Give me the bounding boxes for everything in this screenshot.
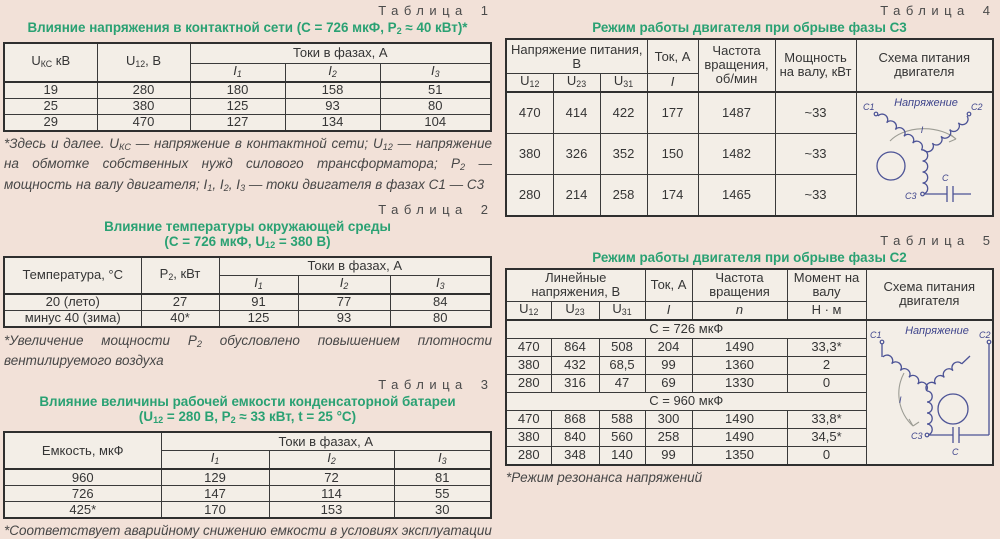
table4-phase-c3-break [505,38,994,217]
table-cell: 280 [97,82,190,99]
table-cell: 20 (лето) [4,294,141,311]
table-header-cell: $I_3$ [380,63,491,81]
diagram-capacitor-label: С [941,172,949,183]
table-header-cell: $U_{23}$ [553,74,600,92]
table-cell: 840 [551,428,599,446]
current-arrowhead [909,419,919,426]
table-header-cell: $U_{КС}$ кВ [4,43,97,82]
table-cell: 114 [269,486,394,502]
table-cell: 127 [190,114,285,131]
table3-capacitance-influence [3,431,492,519]
table-row [4,432,491,451]
table-cell: 47 [599,374,645,392]
table-cell: 134 [285,114,380,131]
table-cell: 470 [506,338,551,356]
table-cell: 352 [600,133,647,174]
diagram-current-label: I [898,394,902,405]
table-cell: 280 [506,446,551,465]
table-cell: 125 [190,98,285,114]
table5-caption-number: 5 [982,232,990,248]
table-header-cell: $I_1$ [219,275,298,293]
table2-caption-word: Таблица [378,202,468,218]
table-cell: 864 [551,338,599,356]
table-cell: 1490 [692,428,787,446]
table4-title: Режим работы двигателя при обрыве фазы С3 [592,20,907,35]
table-cell: 588 [599,410,645,428]
terminal-dot [880,340,884,344]
table-cell: 470 [506,410,551,428]
table-cell: 214 [553,174,600,216]
winding-coil [878,112,925,150]
table-cell: 1490 [692,410,787,428]
table3-title: Влияние величины рабочей емкости конденсаторной батареи [39,394,456,410]
table-cell: 508 [599,338,645,356]
table-cell: 380 [506,428,551,446]
terminal-dot [874,112,878,116]
table-header-cell: Ток, А [647,39,698,74]
table-header-cell: Мощность на валу, кВт [775,39,856,92]
table4-caption-word: Таблица [880,3,970,18]
table-cell: 726 [4,486,161,502]
table-row [4,257,491,276]
table-row [4,43,491,64]
table-header-cell: Токи в фазах, А [161,432,491,451]
table-cell: 280 [506,174,553,216]
table-cell: 0 [787,374,866,392]
table2-caption-number: 2 [480,202,488,218]
table-cell: 81 [394,469,491,486]
table-cell: 960 [4,469,161,486]
table-cell: 177 [647,92,698,134]
table1-title: Влияние напряжения в контактной сети (С = 726 мкФ, $Р_2 \approx 40$ кВт)* [27,20,468,36]
table-cell: ~33 [775,133,856,174]
table-cell: 380 [506,356,551,374]
table2-subtitle: (С = 726 мкФ, $U_{12} = 380$ В) [164,234,331,250]
table-header-cell: Напряжение питания, В [506,39,647,74]
table-cell: 380 [506,133,553,174]
table-cell: 158 [285,82,380,99]
winding-coil [923,116,970,154]
table-cell: 170 [161,502,269,519]
table-cell: 1360 [692,356,787,374]
table-cell: 316 [551,374,599,392]
table-header-cell: Частота вращения, об/мин [698,39,775,92]
motor-wiring-diagram-c2 [867,323,1000,459]
open-phase-lead [961,356,969,364]
diagram-terminal-c3-label: С3 [910,430,923,441]
table-row [4,310,491,327]
table-header-cell: Схема питания двигателя [866,269,993,320]
table-cell: 1487 [698,92,775,134]
table-row [4,294,491,311]
table-cell: 0 [787,446,866,465]
table-cell: 422 [600,92,647,134]
diagram-voltage-label: Напряжение [904,324,969,337]
table-cell: 72 [269,469,394,486]
table-cell: 51 [380,82,491,99]
table3-subtitle: ($U_{12} = 280$ В, $Р_2 \approx 33$ кВт, t = 25 °С) [138,409,357,426]
table-cell: 2 [787,356,866,374]
table-cell: 34,5* [787,428,866,446]
right-column [505,2,994,494]
table-cell: 29 [4,114,97,131]
table5-caption [505,233,994,248]
table-header-cell: $U_{31}$ [600,74,647,92]
table-header-cell: $I_3$ [390,275,491,293]
diagram-terminal-c2-label: С2 [970,101,983,112]
table-cell: 147 [161,486,269,502]
motor-schema-cell [856,92,993,216]
table-cell: 326 [553,133,600,174]
table-header-cell: $I_2$ [285,63,380,81]
diagram-terminal-c1-label: С1 [869,329,882,340]
table5-title: Режим работы двигателя при обрыве фазы С2 [592,249,907,265]
section-label: С = 960 мкФ [506,392,866,410]
table-cell: 1482 [698,133,775,174]
table-cell: 280 [506,374,551,392]
table-cell: 25 [4,98,97,114]
table4-caption-number: 4 [982,3,990,18]
table-header-cell: I [645,301,692,319]
table-header-cell: Н · м [787,301,866,319]
diagram-current-label: I [920,124,924,135]
table-row [4,502,491,519]
diagram-voltage-label: Напряжение [893,96,958,109]
table-cell: 348 [551,446,599,465]
terminal-dot [920,192,924,196]
table1-footnote: *Здесь и далее. $U_{КС}$ — напряжение в контактной сети; $U_{12}$ — напряжение на обмотке собственных нужд силового трансформатора; $Р_2$ — мощность на валу двигателя; $I_1$, $I_2$, $I_3$ — токи двигателя в фазах С1 — С3 [4,135,492,194]
table-cell: 69 [645,374,692,392]
table-header-cell: Момент на валу [787,269,866,302]
table-row [506,39,993,74]
table-header-cell: Температура, °С [4,257,141,294]
table-header-cell: $U_{23}$ [551,301,599,319]
table-cell: 1465 [698,174,775,216]
terminal-dot [967,112,971,116]
table-cell: 153 [269,502,394,519]
table-cell: 80 [390,310,491,327]
table-cell: 1330 [692,374,787,392]
table-cell: 204 [645,338,692,356]
motor-circle [938,394,968,424]
table-cell: ~33 [775,174,856,216]
table-cell: 99 [645,356,692,374]
diagram-terminal-c1-label: С1 [862,101,875,112]
table-cell: 180 [190,82,285,99]
table-cell: ~33 [775,92,856,134]
table-cell: минус 40 (зима) [4,310,141,327]
table-header-cell: $Р_2$, кВт [141,257,219,294]
table-cell: 129 [161,469,269,486]
motor-wiring-diagram-c3 [858,93,991,212]
table-row [4,469,491,486]
table-header-cell: Емкость, мкФ [4,432,161,469]
table-header-cell: $I_1$ [161,451,269,469]
table3-caption-number: 3 [480,377,488,393]
table5-footnote: *Режим резонанса напряжений [506,469,703,485]
table-cell: 99 [645,446,692,465]
table-header-cell: n [692,301,787,319]
table-cell: 560 [599,428,645,446]
table-cell: 40* [141,310,219,327]
table-cell: 33,8* [787,410,866,428]
left-column [3,2,492,539]
table-header-cell: Схема питания двигателя [856,39,993,92]
table2-temperature-influence [3,256,492,328]
table-row [4,82,491,99]
table-row [4,114,491,131]
table-cell: 93 [285,98,380,114]
terminal-dot [987,340,991,344]
table2-title: Влияние температуры окружающей среды [104,219,391,235]
table1-caption-word: Таблица [378,3,468,18]
winding-coil [923,359,961,390]
table-cell: 77 [298,294,390,311]
motor-schema-cell [866,320,993,465]
table-cell: 27 [141,294,219,311]
table-cell: 1350 [692,446,787,465]
table5-caption-word: Таблица [880,232,970,248]
table1-voltage-influence [3,42,492,132]
terminal-dot [925,433,929,437]
motor-circle [877,152,905,180]
table-cell: 425* [4,502,161,519]
table-header-cell: Частота вращения [692,269,787,302]
table-header-cell: $I_1$ [190,63,285,81]
section-label: С = 726 мкФ [506,320,866,339]
table3-footnote: *Соответствует аварийному снижению емкости в условиях эксплуатации [4,523,492,539]
table-cell: 258 [600,174,647,216]
table-cell: 174 [647,174,698,216]
diagram-terminal-c3-label: С3 [904,190,917,201]
table-cell: 432 [551,356,599,374]
table-header-cell: $U_{12}$, В [97,43,190,82]
table-cell: 868 [551,410,599,428]
table-cell: 470 [506,92,553,134]
table-cell: 68,5 [599,356,645,374]
table-header-cell: Токи в фазах, А [219,257,491,276]
table-cell: 19 [4,82,97,99]
table-row [506,269,993,302]
table-header-cell: Ток, А [645,269,692,302]
table2-footnote: *Увеличение мощности $Р_2$ обусловлено повышением плотности вентилируемого воздуха [4,332,492,369]
table-header-cell: $I_2$ [298,275,390,293]
table-cell: 470 [97,114,190,131]
table-row [4,486,491,502]
table4-caption [505,3,994,18]
table-cell: 125 [219,310,298,327]
winding-coil [883,352,930,390]
table-header-cell: Линейные напряжения, В [506,269,645,302]
table1-caption-number: 1 [480,3,488,18]
diagram-terminal-c2-label: С2 [978,329,991,340]
table-cell: 84 [390,294,491,311]
table-cell: 380 [97,98,190,114]
table-cell: 93 [298,310,390,327]
table-cell: 414 [553,92,600,134]
table-header-cell: $I_3$ [394,451,491,469]
table-header-cell: $U_{31}$ [599,301,645,319]
table-cell: 300 [645,410,692,428]
table3-caption [3,377,492,392]
table-cell: 258 [645,428,692,446]
table-cell: 91 [219,294,298,311]
table-row [506,92,993,134]
table-cell: 104 [380,114,491,131]
table-header-cell: $U_{12}$ [506,301,551,319]
table-row [4,98,491,114]
table-cell: 30 [394,502,491,519]
table-cell: 150 [647,133,698,174]
capacitor-symbol [929,427,989,443]
table-header-cell: $I_2$ [269,451,394,469]
table2-caption [3,202,492,217]
capacitor-symbol [924,186,971,202]
table1-caption [3,3,492,18]
table-header-cell: $U_{12}$ [506,74,553,92]
table-cell: 80 [380,98,491,114]
section-row [506,320,993,339]
winding-coil [922,150,927,194]
table3-caption-word: Таблица [378,377,468,393]
table-cell: 140 [599,446,645,465]
diagram-capacitor-label: С [951,446,959,457]
table-header-cell: I [647,74,698,92]
table-header-cell: Токи в фазах, А [190,43,491,64]
winding-coil [927,391,932,435]
table5-phase-c2-break [505,268,994,466]
table-cell: 33,3* [787,338,866,356]
table-cell: 55 [394,486,491,502]
table-cell: 1490 [692,338,787,356]
